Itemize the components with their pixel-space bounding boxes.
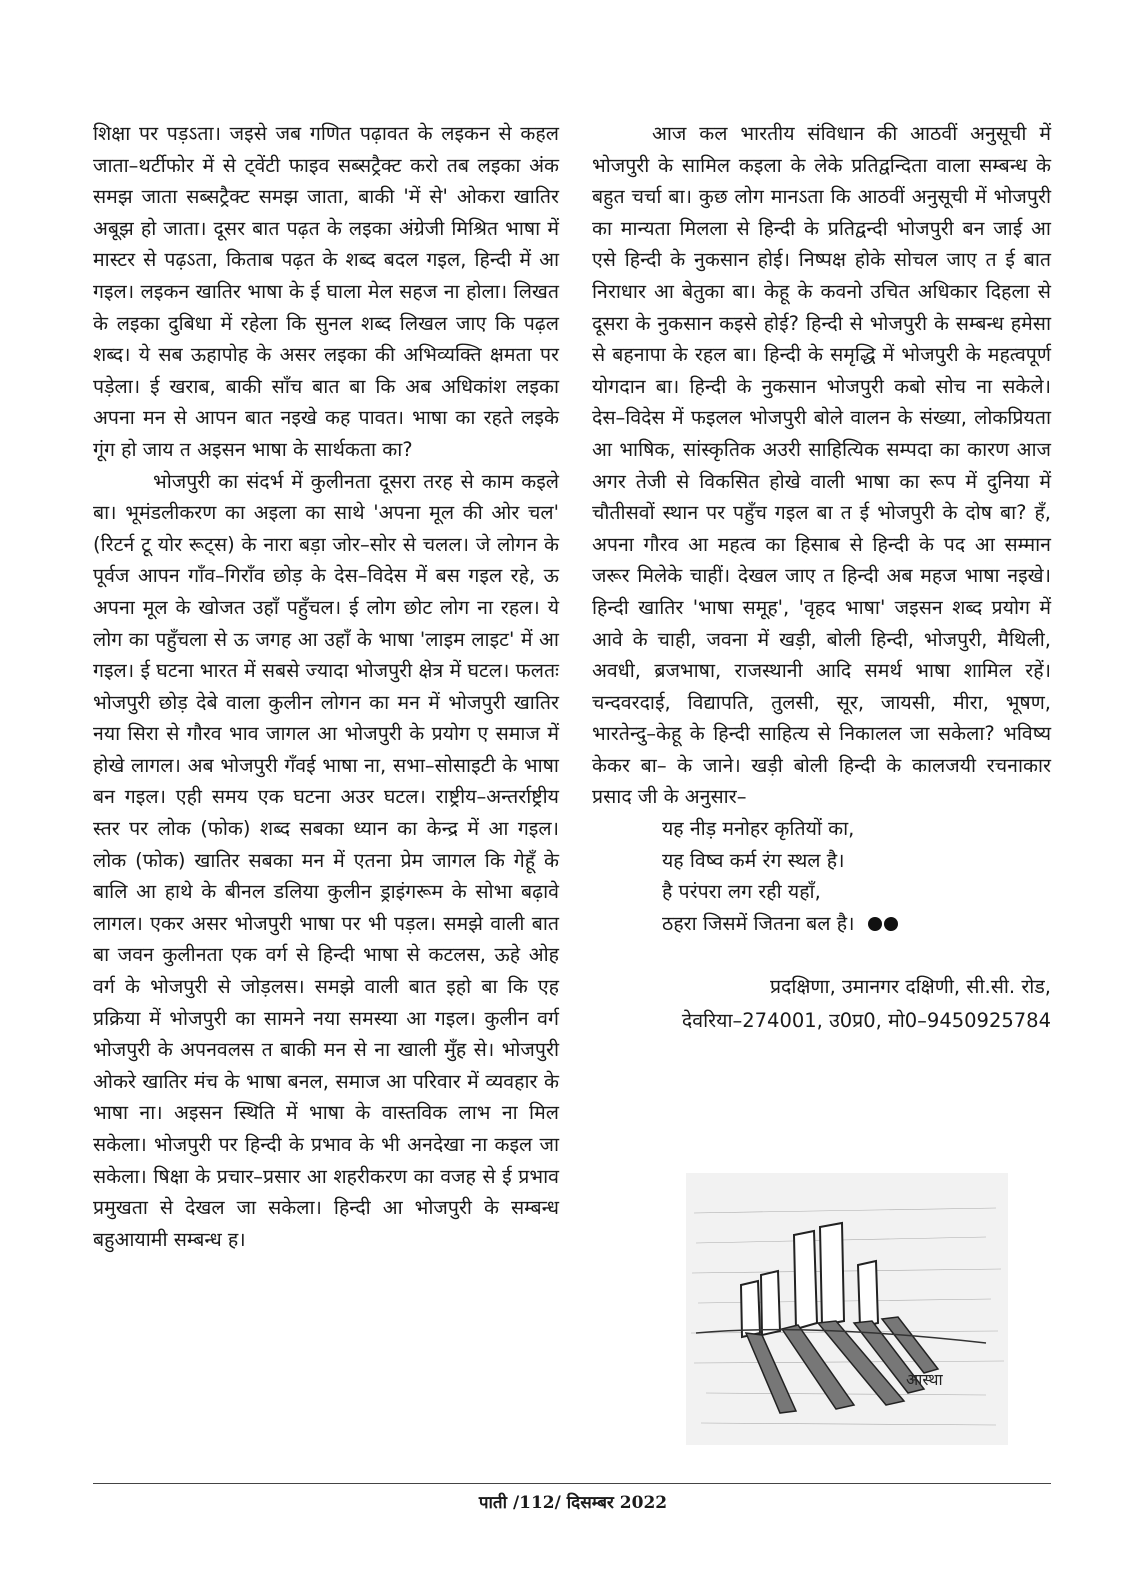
poem-line-4-wrap	[662, 908, 1051, 940]
left-paragraph-2: भोजपुरी का संदर्भ में कुलीनता दूसरा तरह से काम कइले बा। भूमंडलीकरण का अइला का साथे 'अपना मूल की ओर चल' (रिटर्न टू योर रूट्स) के नारा बड़ा जोर–सोर से चलल। जे लोगन के पूर्वज आपन गाँव–गिराँव छोड़ के देस–विदेस में बस गइल रहे, ऊ अपना मूल के खोजत उहाँ पहुँचल। ई लोग छोट लोग ना रहल। ये लोग का पहुँचला से ऊ जगह आ उहाँ के भाषा 'लाइम लाइट' में आ गइल। ई घटना भारत में सबसे ज्यादा भोजपुरी क्षेत्र में घटल। फलतः भोजपुरी छोड़ देबे वाला कुलीन लोगन का मन में भोजपुरी खातिर नया सिरा से गौरव भाव जागल आ भोजपुरी के प्रयोग ए समाज में होखे लागल। अब भोजपुरी गँवई भाषा ना, सभा–सोसाइटी के भाषा बन गइल। एही समय एक घटना अउर घटल। राष्ट्रीय–अन्तर्राष्ट्रीय स्तर पर लोक (फोक) शब्द सबका ध्यान का केन्द्र में आ गइल। लोक (फोक) खातिर सबका मन में एतना प्रेम जागल कि गेहूँ के बालि आ हाथे के बीनल डलिया कुलीन ड्राइंगरूम के सोभा बढ़ावे लागल। एकर असर भोजपुरी भाषा पर भी पड़ल। समझे वाली बात बा जवन कुलीनता एक वर्ग से हिन्दी भाषा से कटलस, ऊहे ओह वर्ग के भोजपुरी से जोड़लस। समझे वाली बात इहो बा कि एह प्रक्रिया में भोजपुरी का सामने नया समस्या आ गइल। कुलीन वर्ग भोजपुरी के अपनवलस त बाकी मन से ना खाली मुँह से। भोजपुरी ओकरे खातिर मंच के भाषा बनल, समाज आ परिवार में व्यवहार के भाषा ना। अइसन स्थिति में भाषा के वास्तविक लाभ ना मिल सकेला। भोजपुरी पर हिन्दी के प्रभाव के भी अनदेखा ना कइल जा सकेला। षिक्षा के प्रचार–प्रसार आ शहरीकरण का वजह से ई प्रभाव प्रमुखता से देखल जा सकेला। हिन्दी आ भोजपुरी के सम्बन्ध बहुआयामी सम्बन्ध ह।	[93, 469, 559, 1251]
footer-divider	[93, 1483, 1051, 1484]
author-address	[592, 970, 1051, 1038]
poem-line-1: यह नीड़ मनोहर कृतियों का,	[662, 817, 855, 841]
left-paragraph-1: शिक्षा पर पड़ऽता। जइसे जब गणित पढ़ावत के लइकन से कहल जाता–थर्टीफोर में से ट्वेंटी फाइव सब्सट्रैक्ट करो तब लइका अंक समझ जाता सब्सट्रैक्ट समझ जाता, बाकी 'में से' ओकरा खातिर अबूझ हो जाता। दूसर बात पढ़त के लइका अंग्रेजी मिश्रित भाषा में मास्टर से पढ़ऽता, किताब पढ़त के शब्द बदल गइल, हिन्दी में आ गइल। लइकन खातिर भाषा के ई घाला मेल सहज ना होला। लिखत के लइका दुबिधा में रहेला कि सुनल शब्द लिखल जाए कि पढ़ल शब्द। ये सब ऊहापोह के असर लइका की अभिव्यक्ति क्षमता पर पड़ेला। ई खराब, बाकी साँच बात बा कि अब अधिकांश लइका अपना मन से आपन बात नइखे कह पावत। भाषा का रहते लइके गूंग हो जाय त अइसन भाषा के सार्थकता का?	[93, 122, 559, 461]
poem-line-2: यह विष्व कर्म रंग स्थल है।	[662, 848, 845, 872]
address-line-2: देवरिया–274001, उ0प्र0, मो0–9450925784	[681, 1009, 1051, 1033]
address-line-1: प्रदक्षिणा, उमानगर दक्षिणी, सी.सी. रोड,	[769, 975, 1051, 999]
poem-line-3: है परंपरा लग रही यहाँ,	[662, 880, 821, 904]
sketch-signature: आस्था	[906, 1370, 943, 1389]
poem-line-4: ठहरा जिसमें जितना बल है।	[662, 911, 855, 935]
left-column	[93, 118, 559, 1255]
right-column	[592, 118, 1051, 1038]
right-paragraph-1: आज कल भारतीय संविधान की आठवीं अनुसूची में भोजपुरी के सामिल कइला के लेके प्रतिद्वन्दिता वाला सम्बन्ध के बहुत चर्चा बा। कुछ लोग मानऽता कि आठवीं अनुसूची में भोजपुरी का मान्यता मिलला से हिन्दी के प्रतिद्वन्दी भोजपुरी बन जाई आ एसे हिन्दी के नुकसान होई। निष्पक्ष होके सोचल जाए त ई बात निराधार आ बेतुका बा। केहू के कवनो उचित अधिकार दिहला से दूसरा के नुकसान कइसे होई? हिन्दी से भोजपुरी के सम्बन्ध हमेसा से बहनापा के रहल बा। हिन्दी के समृद्धि में भोजपुरी के महत्वपूर्ण योगदान बा। हिन्दी के नुकसान भोजपुरी कबो सोच ना सकेले। देस–विदेस में फइलल भोजपुरी बोले वालन के संख्या, लोकप्रियता आ भाषिक, सांस्कृतिक अउरी साहित्यिक सम्पदा का कारण आज अगर तेजी से विकसित होखे वाली भाषा का रूप में दुनिया में चौतीसवों स्थान पर पहुँच गइल बा त ई भोजपुरी के दोष बा? हँ, अपना गौरव आ महत्व का हिसाब से हिन्दी के पद आ सम्मान जरूर मिलेके चाहीं। देखल जाए त हिन्दी अब महज भाषा नइखे। हिन्दी खातिर 'भाषा समूह', 'वृहद भाषा' जइसन शब्द प्रयोग में आवे के चाही, जवना में खड़ी, बोली हिन्दी, भोजपुरी, मैथिली, अवधी, ब्रजभाषा, राजस्थानी आदि समर्थ भाषा शामिल रहें। चन्दवरदाई, विद्यापति, तुलसी, सूर, जायसी, मीरा, भूषण, भारतेन्दु–केहू के हिन्दी साहित्य से निकालल जा सकेला? भविष्य केकर बा– के जाने। खड़ी बोली हिन्दी के कालजयी रचनाकार प्रसाद जी के अनुसार–	[592, 122, 1051, 809]
sketch-illustration	[686, 1173, 1008, 1445]
poem-quote	[592, 813, 1051, 940]
page-footer: पाती /112/ दिसम्बर 2022	[478, 1493, 668, 1513]
end-mark-icon	[868, 909, 900, 941]
